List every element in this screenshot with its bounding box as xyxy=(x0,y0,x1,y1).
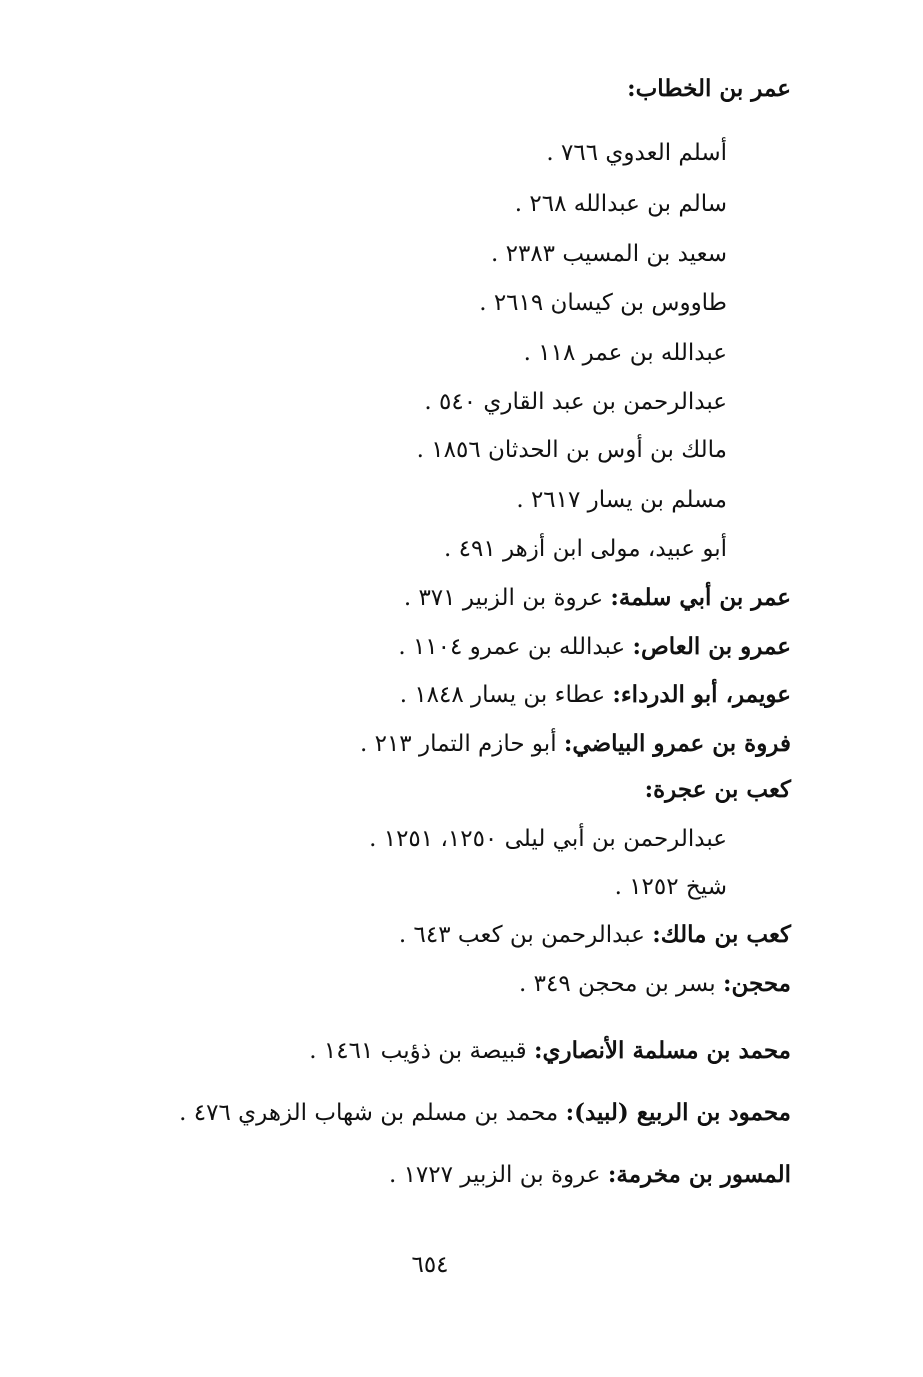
entry-name: كعب بن مالك xyxy=(660,921,791,948)
page-number: ٦٥٤ xyxy=(411,1252,449,1278)
entry-name: محجن xyxy=(731,970,791,997)
entry xyxy=(398,632,791,662)
entry-name: عويمر، أبو الدرداء xyxy=(620,681,791,708)
entry-text: عطاء بن يسار ١٨٤٨ . xyxy=(399,682,606,708)
entry-separator: : xyxy=(563,730,573,757)
entry-text: عبدالله بن عمرو ١١٠٤ . xyxy=(398,634,626,660)
entry-heading xyxy=(627,74,791,104)
entry-name: عمرو بن العاص xyxy=(640,633,791,660)
entry-heading xyxy=(645,775,791,805)
entry-name: فروة بن عمرو البياضي xyxy=(572,730,791,757)
sub-entry: سعيد بن المسيب ٢٣٨٣ . xyxy=(490,241,727,267)
entry-separator: : xyxy=(612,681,621,708)
entry-separator: : xyxy=(607,1161,617,1188)
entry xyxy=(400,680,791,710)
entry-text: أبو حازم التمار ٢١٣ . xyxy=(359,731,557,757)
entry-text: قبيصة بن ذؤيب ١٤٦١ . xyxy=(309,1038,527,1064)
entry xyxy=(179,1098,791,1128)
entry-name: محمود بن الربيع (لبيد) xyxy=(574,1099,791,1126)
entry xyxy=(519,969,791,999)
sub-entry: شيخ ١٢٥٢ . xyxy=(614,874,727,900)
entry xyxy=(389,1160,791,1190)
entry-separator: : xyxy=(627,75,636,102)
entry xyxy=(399,920,791,950)
entry-text: محمد بن مسلم بن شهاب الزهري ٤٧٦ . xyxy=(179,1100,559,1126)
entry-separator: : xyxy=(632,633,641,660)
entry-name: كعب بن عجرة xyxy=(653,776,791,803)
entry-separator: : xyxy=(652,921,661,948)
entry xyxy=(404,583,791,613)
entry-name: محمد بن مسلمة الأنصاري xyxy=(542,1037,791,1064)
entry-separator: : xyxy=(565,1099,575,1126)
sub-entry: عبدالرحمن بن عبد القاري ٥٤٠ . xyxy=(424,389,727,415)
sub-entry: مالك بن أوس بن الحدثان ١٨٥٦ . xyxy=(416,437,727,463)
entry-text: عروة بن الزبير ١٧٢٧ . xyxy=(388,1162,601,1188)
entry-text: بسر بن محجن ٣٤٩ . xyxy=(518,971,716,997)
entry-name: المسور بن مخرمة xyxy=(616,1161,791,1188)
entry-text: عروة بن الزبير ٣٧١ . xyxy=(403,585,604,611)
sub-entry: أسلم العدوي ٧٦٦ . xyxy=(546,140,727,166)
sub-entry: طاووس بن كيسان ٢٦١٩ . xyxy=(479,290,727,316)
entry xyxy=(360,729,791,759)
entry-separator: : xyxy=(533,1037,543,1064)
entry-separator: : xyxy=(644,776,654,803)
sub-entry: مسلم بن يسار ٢٦١٧ . xyxy=(516,487,727,513)
sub-entry: أبو عبيد، مولى ابن أزهر ٤٩١ . xyxy=(443,536,727,562)
entry-name: عمر بن أبي سلمة xyxy=(618,584,791,611)
entry-separator: : xyxy=(722,970,732,997)
sub-entry: عبدالرحمن بن أبي ليلى ١٢٥٠، ١٢٥١ . xyxy=(369,826,727,852)
entry-separator: : xyxy=(610,584,619,611)
entry xyxy=(309,1036,791,1066)
sub-entry: عبدالله بن عمر ١١٨ . xyxy=(523,340,727,366)
sub-entry: سالم بن عبدالله ٢٦٨ . xyxy=(514,191,727,217)
entry-name: عمر بن الخطاب xyxy=(635,75,791,102)
entry-text: عبدالرحمن بن كعب ٦٤٣ . xyxy=(398,922,645,948)
